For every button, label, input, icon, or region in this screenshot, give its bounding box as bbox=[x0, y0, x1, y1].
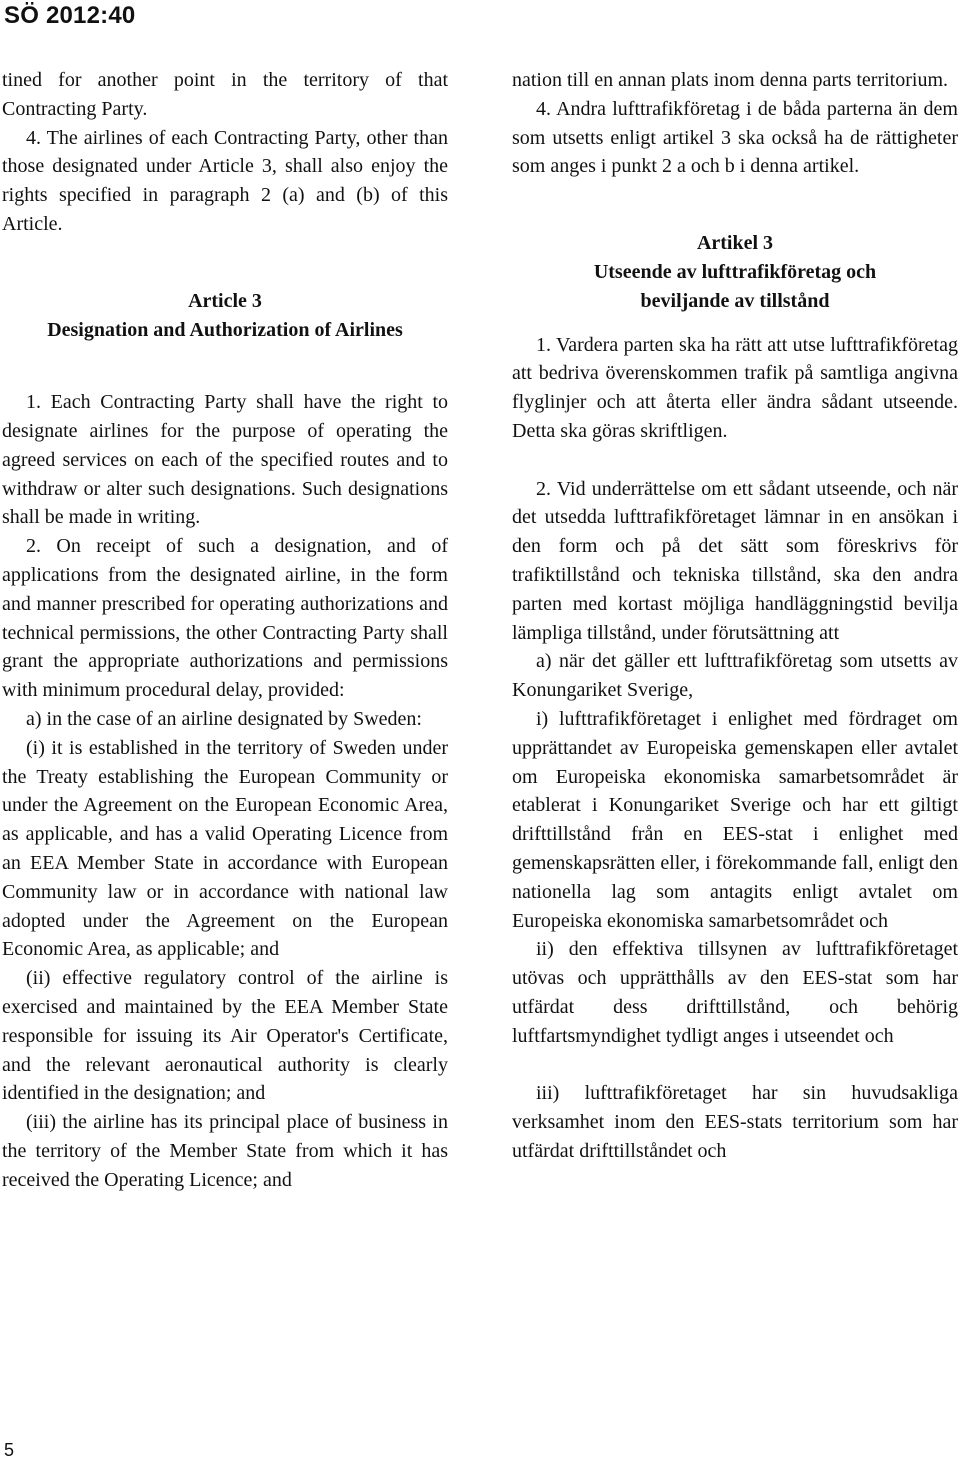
swedish-column bbox=[512, 66, 958, 1166]
sv-paragraph-2a-i: i) lufttrafikföretaget i enlighet med fördraget om upprättandet av Europeiska gemenskapen eller avtalet om Europeiska ekonomiska samarbetsområdet är etablerat i Konungariket Sverige och har ett giltigt drifttillstånd från en EES-stat i enlighet med gemenskapsrätten eller, i förekommande fall, enligt den nationella lag som antagits enligt avtalet om Europeiska ekonomiska samarbetsområdet och bbox=[512, 707, 958, 932]
en-article-title: Designation and Authorization of Airlines bbox=[47, 318, 403, 341]
sv-article-title-line1: Utseende av lufttrafikföretag och bbox=[593, 260, 877, 283]
sv-paragraph-1: 1. Vardera parten ska ha rätt att utse lufttrafikföretag att bedriva överenskommen trafik på samtliga angivna flyglinjer och att återta eller ändra sådant utseende. Detta ska göras skriftligen. bbox=[512, 333, 958, 442]
en-paragraph-2: 2. On receipt of such a designation, and of applications from the designated airline, in the form and manner prescribed for operating authorizations and technical permissions, the other Contracting Party shall grant the appropriate authorizations and permissions with minimum procedural delay, provided: bbox=[2, 535, 448, 702]
en-intro-continuation: tined for another point in the territory of that Contracting Party. bbox=[2, 69, 448, 120]
sv-paragraph-2a-ii: ii) den effektiva tillsynen av lufttrafikföretaget utövas och upprätthålls av den EES-stat som har utfärdat dess drifttillstånd, och behörig luftfartsmyndighet tydligt anges i utseendet och bbox=[512, 938, 958, 1047]
sv-intro-paragraph-4: 4. Andra lufttrafikföretag i de båda parterna än dem som utsetts enligt artikel 3 ska också ha de rättigheter som anges i punkt 2 a och b i denna artikel. bbox=[512, 97, 958, 178]
sv-paragraph-2a: a) när det gäller ett lufttrafikföretag som utsetts av Konungariket Sverige, bbox=[512, 650, 958, 702]
sv-paragraph-2a-iii: iii) lufttrafikföretaget har sin huvudsakliga verksamhet inom den EES-stats territorium som har utfärdat drifttillståndet och bbox=[512, 1082, 958, 1162]
sv-article-number: Artikel 3 bbox=[696, 232, 774, 255]
sv-paragraph-2: 2. Vid underrättelse om ett sådant utseende, och när det utsedda lufttrafikföretaget lämnar in en ansökan i den form och på det sätt som föreskrivs för trafiktillstånd och tekniska tillstånd, ska den andra parten med kortast möjliga handläggningstid bevilja lämpliga tillstånd, under förutsättning att bbox=[512, 477, 958, 644]
sv-article-title-line2: beviljande av tillstånd bbox=[640, 289, 830, 312]
page-number: 5 bbox=[4, 1440, 15, 1460]
sv-intro-continuation: nation till en annan plats inom denna parts territorium. bbox=[512, 69, 949, 91]
en-article-heading bbox=[2, 287, 448, 345]
sv-article-heading bbox=[512, 229, 958, 315]
en-intro-paragraph-4: 4. The airlines of each Contracting Party, other than those designated under Article 3, shall also enjoy the rights specified in paragraph 2 (a) and (b) of this Article. bbox=[2, 126, 448, 235]
en-paragraph-1: 1. Each Contracting Party shall have the right to designate airlines for the purpose of operating the agreed services on each of the specified routes and to withdraw or alter such designations. Such designations shall be made in writing. bbox=[2, 391, 448, 529]
en-paragraph-2a-iii: (iii) the airline has its principal place of business in the territory of the Member State from which it has received the Operating Licence; and bbox=[2, 1111, 448, 1191]
en-article-number: Article 3 bbox=[188, 289, 262, 312]
en-paragraph-2a-ii: (ii) effective regulatory control of the airline is exercised and maintained by the EEA Member State responsible for issuing its Air Operator's Certificate, and the relevant aeronautical authority is clearly identified in the designation; and bbox=[2, 967, 448, 1105]
en-paragraph-2a: a) in the case of an airline designated by Sweden: bbox=[26, 707, 422, 730]
document-code: SÖ 2012:40 bbox=[4, 2, 136, 29]
english-column bbox=[2, 66, 448, 1194]
en-paragraph-2a-i: (i) it is established in the territory of Sweden under the Treaty establishing the European Community or under the Agreement on the European Economic Area, as applicable, and has a valid Operating Licence from an EEA Member State in accordance with European Community law or in accordance with national law adopted under the Agreement on the European Economic Area, as applicable; and bbox=[2, 736, 448, 961]
